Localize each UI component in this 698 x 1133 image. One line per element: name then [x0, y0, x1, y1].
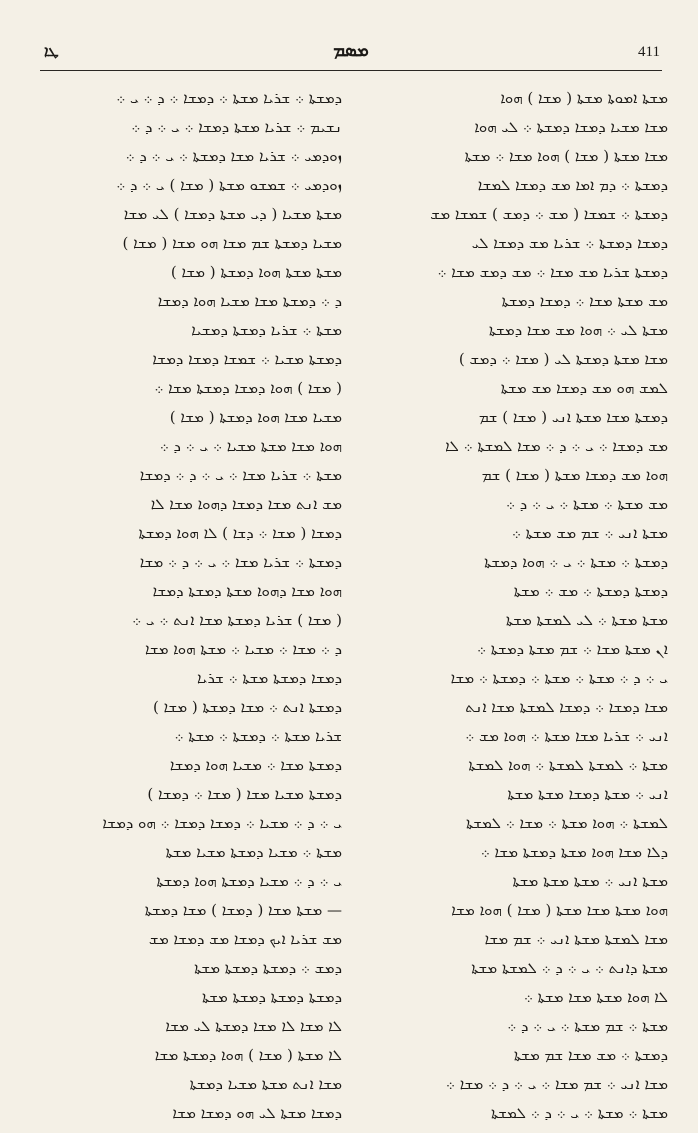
- right-column-line: ܕܡܫܬܐ ܡܫܐ ܡܫܬܐ ܐܢܝ ( ܡܫܐ ) ܫܡ: [478, 408, 668, 426]
- left-column-line: ܡܫܬܐ ܡܫܬܐ ܗܘܐ ܕܡܫܬܐ ( ܡܫܐ ): [170, 263, 342, 281]
- left-column-line: ܕܡܫܐ ( ܡܫܐ ܀ ܕܫܐ ) ܠܐ ܗܘܐ ܕܡܫܬܐ: [138, 524, 342, 542]
- left-column-line: ܙܘܕܡܝ ܀ ܫܡܫܘ ܡܫܬܐ ( ܡܫܐ ) ܝ ܀ ܕ ܀: [116, 176, 342, 194]
- right-column-line: ܡܫܬܐ ܀ ܫܡ ܡܫܬܐ ܀ ܝ ܀ ܕ ܀: [507, 1017, 668, 1035]
- right-column-line: ܕܡܫܬܐ ܀ ܡܫ ܡܫܐ ܫܡ ܡܫܬܐ: [513, 1046, 668, 1064]
- right-column-line: ܡܫܐ ܡܫܬܐ ܕܡܫܬܐ ܠܝ ( ܡܫܐ ܀ ܕܡܫ ): [458, 350, 668, 368]
- right-column-line: ܐܢ ܡܫܬܐ ܡܫܐ ܀ ܫܡ ܡܫܬܐ ܕܡܫܬܐ ܀: [476, 640, 668, 658]
- text-columns: [42, 84, 668, 1122]
- right-column-line: ܡܫܬܐ ܠܝ ܀ ܗܘܐ ܡܫ ܡܫܐ ܕܡܫܬܐ: [488, 321, 668, 339]
- left-column-line: ܡܫܬܐ ܀ ܡܫܝܐ ܕܡܫܬܐ ܡܫܝܐ ܡܫܬܐ: [165, 843, 342, 861]
- left-column-line: ܝ ܀ ܕ ܀ ܡܫܝܐ ܕܡܫܬܐ ܗܘܐ ܕܡܫܬܐ: [156, 872, 342, 890]
- right-column-line: ܗܘܐ ܡܫ ܕܡܫܐ ܡܫܬܐ ( ܡܫܐ ) ܫܡ: [481, 466, 668, 484]
- right-column-line: ܐܢܝ ܀ ܫܪܝܐ ܡܫܐ ܡܫܬܐ ܀ ܗܘܐ ܡܫ ܀: [465, 727, 668, 745]
- right-column-line: ܠܡܫ ܗܘ ܡܫ ܕܡܫܐ ܡܫ ܡܫܬܐ: [500, 379, 668, 397]
- left-column-line: ܡܫܬܐ ܡܫܝܐ ( ܕܝ ܡܫܬܐ ܕܡܫܐ ) ܠܝ ܡܫܐ: [123, 205, 342, 223]
- right-column-line: ܡܫܐ ܠܡܫܬܐ ܡܫܬܐ ܐܢܝ ܀ ܫܡ ܡܫܐ: [484, 930, 668, 948]
- left-column-line: — ܡܫܬܐ ܡܫܐ ( ܕܡܫܐ ) ܡܫܐ ܕܡܫܬܐ: [144, 901, 342, 919]
- right-column-line: ܝ ܀ ܕ ܀ ܡܫܬܐ ܀ ܡܫܬܐ ܀ ܕܡܫܬܐ ܀ ܡܫܐ: [450, 669, 668, 687]
- left-column-line: ܗܘܐ ܡܫܐ ܡܫܬܐ ܡܫܝܐ ܀ ܝ ܀ ܕ ܀: [159, 437, 342, 455]
- right-column-line: ܡܫܬܐ ܐܢܝ ܀ ܫܡ ܡܫ ܡܫܬܐ ܀: [511, 524, 668, 542]
- right-column-line: ܕܠܐ ܡܫܐ ܗܘܐ ܡܫܬܐ ܕܡܫܬܐ ܡܫܐ ܀: [480, 843, 668, 861]
- right-column-line: ܡܫ ܡܫܬܐ ܀ ܡܫܬܐ ܀ ܝ ܀ ܕ ܀: [506, 495, 668, 513]
- right-column-line: ܡܫܐ ܕܡܫܐ ܀ ܕܡܫܐ ܠܡܫܬܐ ܡܫܐ ܐܢܬ: [465, 698, 668, 716]
- left-column-line: ܠܐ ܡܫܬܐ ( ܡܫܐ ) ܗܘܐ ܕܡܫܬܐ ܡܫܐ: [154, 1046, 342, 1064]
- left-column-line: ܕܡܫܬܐ ܡܫܐ ܀ ܡܫܝܐ ܗܘܐ ܕܡܫܐ: [169, 756, 342, 774]
- right-column-line: ܡܫ ܕܡܫܐ ܀ ܝ ܀ ܕ ܀ ܡܫܐ ܠܡܫܬܐ ܀ ܠܐ: [445, 437, 668, 455]
- left-column-line: ܕܡܫ ܀ ܕܡܫܬܐ ܕܡܫܬܐ ܡܫܬܐ: [194, 959, 342, 977]
- right-column-line: ܠܐ ܗܘܐ ܡܫܬܐ ܡܫܐ ܡܫܬܐ ܀: [523, 988, 668, 1006]
- right-column-line: ܕܡܫܬܐ ܕܡܫܬܐ ܀ ܡܫ ܀ ܡܫܬܐ: [513, 582, 668, 600]
- left-column-line: ܡܫܬܐ ܀ ܫܪܝܐ ܡܫܐ ܀ ܝ ܀ ܕ ܀ ܕܡܫܐ: [139, 466, 342, 484]
- right-column-line: ܡܫ ܡܫܬܐ ܡܫܐ ܀ ܕܡܫܐ ܕܡܫܬܐ: [501, 292, 668, 310]
- left-column-line: ܕ ܀ ܕܡܫܬܐ ܡܫܐ ܡܫܝܐ ܗܘܐ ܕܡܫܐ: [157, 292, 342, 310]
- left-column-line: ܕܡܫܬܐ ܐܢܬ ܀ ܡܫܐ ܕܡܫܬܐ ( ܡܫܐ ): [153, 698, 342, 716]
- left-column-line: ܝ ܀ ܕ ܀ ܡܫܝܐ ܀ ܕܡܫܐ ܕܡܫܐ ܀ ܗܘ ܕܡܫܐ: [102, 814, 342, 832]
- left-column-line: ܠܐ ܡܫܐ ܠܐ ܡܫܐ ܕܡܫܬܐ ܠܝ ܡܫܐ: [165, 1017, 342, 1035]
- folio-marker: ܛܐ: [44, 42, 59, 60]
- left-column-line: ܕ ܀ ܡܫܐ ܀ ܡܫܝܐ ܀ ܡܫܬܐ ܗܘܐ ܡܫܐ: [144, 640, 342, 658]
- right-column-line: ܡܫܬܐ ܡܫܬܐ ܀ ܠܝ ܠܡܫܬܐ ܡܫܬܐ: [505, 611, 668, 629]
- right-column-line: ܡܫܬܐ ܀ ܡܫܬܐ ܀ ܝ ܀ ܕ ܀ ܠܡܫܬܐ: [490, 1104, 668, 1122]
- right-column-line: ܡܫܬܐ ܕܐܢܬ ܀ ܝ ܀ ܕ ܀ ܠܡܫܬܐ ܡܫܬܐ: [471, 959, 668, 977]
- left-column-line: ܡܫܐ ܐܢܬ ܡܫܬܐ ܡܫܝܐ ܕܡܫܬܐ: [189, 1075, 342, 1093]
- left-column: [42, 84, 342, 1122]
- left-column-line: ܕܡܫܬܐ ܡܫܝܐ ܡܫܐ ( ܡܫܐ ܀ ܕܡܫܐ ): [147, 785, 342, 803]
- right-column-line: ܡܫܬܐ ܀ ܠܡܫܬܐ ܠܡܫܬܐ ܀ ܗܘܐ ܠܡܫܬܐ: [468, 756, 668, 774]
- left-column-line: ܕܡܫܐ ܕܡܫܬܐ ܡܫܬܐ ܀ ܫܪܝܐ: [196, 669, 342, 687]
- left-column-line: ܕܡܫܬܐ ܡܫܝܐ ܀ ܫܡܫܐ ܕܡܫܐ ܕܡܫܐ: [152, 350, 342, 368]
- right-column-line: ܡܫܐ ܡܫܬܐ ( ܡܫܐ ) ܗܘܐ ܡܫܐ ܀ ܡܫܬܐ: [464, 147, 668, 165]
- left-column-line: ܕܡܫܐ ܡܫܬܐ ܠܝ ܗܘ ܕܡܫܐ ܡܫܐ: [172, 1104, 342, 1122]
- right-column-line: ܕܡܫܬܐ ܀ ܕܡ ܐܡܐ ܡܫ ܕܡܫܐ ܠܡܫܐ: [477, 176, 668, 194]
- left-column-line: ܕܡܫܬܐ ܀ ܫܪܝܐ ܡܫܬܐ ܀ ܕܡܫܐ ܀ ܕ ܀ ܝ ܀: [116, 89, 342, 107]
- left-column-line: ܕܡܫܬܐ ܕܡܫܬܐ ܕܡܫܬܐ ܡܫܬܐ: [201, 988, 342, 1006]
- right-column-line: ܡܫܐ ܐܢܝ ܀ ܫܡ ܡܫܐ ܀ ܝ ܀ ܕ ܀ ܡܫܐ ܀: [445, 1075, 668, 1093]
- left-column-line: ܡܫܬܐ ܀ ܫܪܝܐ ܕܡܫܬܐ ܕܡܫܝܐ: [191, 321, 342, 339]
- left-column-line: ܡܫ ܐܢܬ ܡܫܐ ܕܡܫܐ ܕܗܘܐ ܡܫܐ ܠܐ: [150, 495, 342, 513]
- page-header: [40, 40, 662, 71]
- right-column-line: ܡܫܐ ܡܫܝܐ ܕܡܫܐ ܕܡܫܬܐ ܀ ܠܝ ܗܘܐ: [474, 118, 668, 136]
- right-column-line: ܕܡܫܬܐ ܫܪܝܐ ܡܫ ܡܫܐ ܀ ܡܫ ܕܡܫ ܡܫܐ ܀: [437, 263, 668, 281]
- right-column-line: ܡܫܬܐ ܐܢܝ ܀ ܡܫܬܐ ܡܫܬܐ ܡܫܬܐ: [512, 872, 668, 890]
- right-column-line: ܠܡܫܬܐ ܀ ܗܘܐ ܡܫܬܐ ܀ ܡܫܐ ܀ ܠܡܫܬܐ: [466, 814, 668, 832]
- right-column-line: ܗܘܐ ܡܫܬܐ ܡܫܐ ܡܫܬܐ ( ܡܫܐ ) ܗܘܐ ܡܫܐ: [451, 901, 668, 919]
- right-column-line: ܕܡܫܬܐ ܀ ܫܡܫܐ ( ܡܫ ܀ ܕܡܫ ) ܫܡܫܐ ܡܫ: [430, 205, 668, 223]
- right-column-line: ܡܫܬܐ ܐܡܘܬܐ ܡܫܬܐ ( ܡܫܐ ) ܗܘܐ: [500, 89, 668, 107]
- right-column-line: ܕܡܫܬܐ ܀ ܡܫܬܐ ܀ ܝ ܀ ܗܘܐ ܕܡܫܬܐ: [484, 553, 668, 571]
- left-column-line: ( ܡܫܐ ) ܗܘܐ ܕܡܫܐ ܕܡܫܬܐ ܡܫܐ ܀: [154, 379, 342, 397]
- left-column-line: ܡܫܝܐ ܡܫܐ ܗܘܐ ܕܡܫܬܐ ( ܡܫܐ ): [169, 408, 342, 426]
- left-column-line: ܢܫܝܡ ܀ ܫܪܝܐ ܡܫܬܐ ܕܡܫܐ ܀ ܝ ܀ ܕ ܀: [131, 118, 342, 136]
- right-column: [368, 84, 668, 1122]
- left-column-line: ܙܘܕܡܝ ܀ ܫܪܝܐ ܡܫܐ ܕܡܫܬܐ ܀ ܝ ܀ ܕ ܀: [125, 147, 342, 165]
- left-column-line: ܡܫ ܫܪܝܐ ܐܝܟ ܕܡܫܐ ܡܫ ܕܡܫܐ ܡܫ: [148, 930, 342, 948]
- running-head: ܡܣܡ: [333, 40, 369, 61]
- right-column-line: ܐܢܝ ܀ ܡܫܬܐ ܕܡܫܐ ܡܫܬܐ ܡܫܬܐ: [507, 785, 668, 803]
- left-column-line: ܫܪܝܐ ܡܫܬܐ ܀ ܕܡܫܬܐ ܀ ܡܫܬܐ ܀: [174, 727, 342, 745]
- left-column-line: ( ܡܫܐ ) ܫܪܝܐ ܕܡܫܬܐ ܡܫܐ ܐܢܬ ܀ ܝ ܀: [132, 611, 342, 629]
- right-column-line: ܕܡܫܐ ܕܡܫܬܐ ܀ ܫܪܝܐ ܡܫ ܕܡܫܐ ܠܝ: [471, 234, 668, 252]
- page-number: 411: [638, 44, 660, 60]
- left-column-line: ܗܘܐ ܡܫܐ ܕܗܘܐ ܡܫܬܐ ܕܡܫܬܐ ܕܡܫܐ: [152, 582, 342, 600]
- left-column-line: ܕܡܫܬܐ ܀ ܫܪܝܐ ܡܫܐ ܀ ܝ ܀ ܕ ܀ ܡܫܐ: [139, 553, 342, 571]
- left-column-line: ܡܫܝܐ ܕܡܫܬܐ ܫܡ ܡܫܐ ܗܘ ܡܫܐ ( ܡܫܐ ): [122, 234, 342, 252]
